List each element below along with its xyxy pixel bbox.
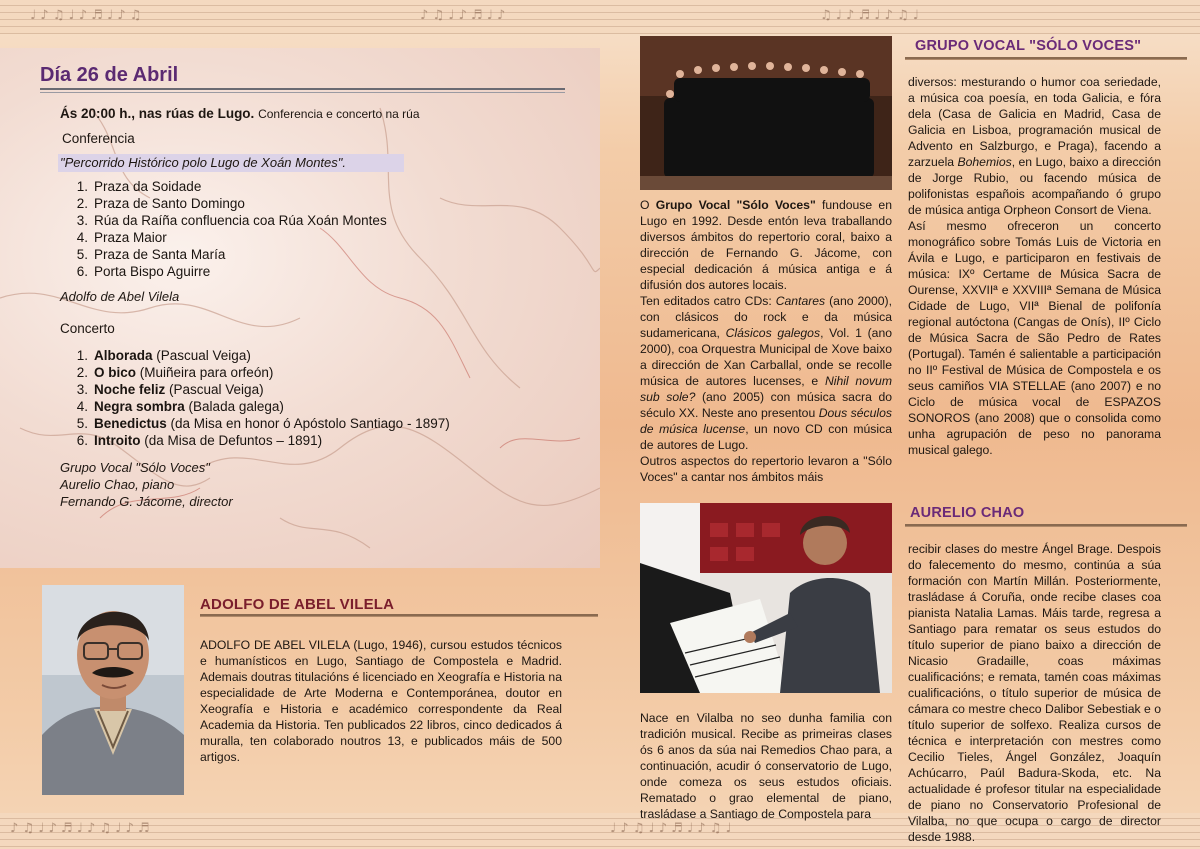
- grupo-text-right: diversos: mesturando o humor coa seriedade, a música coa poesía, en toda Galicia, e fóra dela (Casa de Galicia en Madrid, Casa de Galicia en Lisboa, programación musical de Advento en Salzburgo, e Praga), facendo a zarzuela Bohemios, en Lugo, baixo a dirección de Jorge Rubio, ou facendo música de polifonistas españois acompañando ó grupo de música antiga Orpheon Consort de Viena. Así mesmo ofreceron un concerto monográfico sobre Tomás Luis de Victoria en Ávila e Lugo, e participaron en festivais de música: IXº Certame de Música Sacra de Ourense, XXVIIª e XXVIIIª Semana de Música Cidade de Lugo, VIIª Bienal de polifonía regional autóctona (Cangas de Onís), IIº Ciclo de Música Sacra de São Pedro de Rates (Portugal). Tamén é salientable a participación no IIº Festival de Música de Compostela e os seus camiños VIA STELLAE (ano 2007) e no Ciclo de música vocal de ESPAZOS SONOROS (ano 2008) que o consolida como unha agrupación de peso no panorama musical galego.: [908, 75, 1161, 457]
- conference-label: Conferencia: [62, 131, 135, 146]
- performer-line: Aurelio Chao, piano: [60, 477, 175, 492]
- portrait-photo-adolfo: [42, 585, 184, 795]
- grupo-text-left: O Grupo Vocal "Sólo Voces" fundouse en Lugo en 1992. Desde entón leva traballando diversos ámbitos do repertorio coral, baixo a dirección de Fernando G. Jácome, con especial dedicación á música antiga e á difusión dos autores locais. Ten editados catro CDs: Cantares (ano 2000), con clásicos do rock e da música sudamericana, Clásicos galegos, Vol. 1 (ano 2000), coa Orquestra Municipal de Xove baixo a dirección de Xan Carballal, onde se recolle música de autores lucenses, e Nihil novum sub sole? (ano 2005) con música sacra do século XX. Neste ano presentou Dous séculos de música lucense, un novo CD con música de autores de Lugo. Outros aspectos do repertorio levaron a "Sólo Voces" a cantar nos ámbitos máis: [640, 198, 893, 484]
- route-item: 2. Praza de Santo Domingo: [76, 196, 245, 211]
- performer-line: Fernando G. Jácome, director: [60, 494, 233, 509]
- choir-photo: [640, 36, 892, 190]
- concert-list: [66, 347, 450, 449]
- conference-speaker: Adolfo de Abel Vilela: [60, 289, 180, 304]
- concert-item: 5. Benedictus (da Misa en honor ó Apóstolo Santiago - 1897): [76, 416, 450, 431]
- performer-line: Grupo Vocal "Sólo Voces": [60, 460, 210, 475]
- aurelio-text-right: recibir clases do mestre Ángel Brage. Despois do falecemento do mesmo, continúa a súa formación con Martín Millán. Posteriormente, trasládase á Coruña, onde recibe clases coa pianista Natalia Lamas. Máis tarde, regresa a Santiago para rematar os seus estudos do título superior de piano baixo a dirección de Nicasio Gradaille, coas máximas cualificacións; e remata, tamén coas máximas cualificacións, o título superior de música de cámara co mestre checo Dalibor Sebestiak e o título superior de solfexo. Realiza cursos de técnica e interpretación con mestres como Cecilio Tieles, Ángel González, Joaquín Achúcarro, Paúl Badura-Skoda, etc. Na actualidade é profesor titular na especialidade de piano no Conservatorio Profesional de Vilalba, no que ocupa o cargo de director desde 1988.: [908, 542, 1161, 844]
- concert-item: 6. Introito (da Misa de Defuntos – 1891): [76, 433, 323, 448]
- conference-title: "Percorrido Histórico polo Lugo de Xoán Montes".: [60, 155, 346, 170]
- route-list: [66, 178, 387, 280]
- time-line: [60, 106, 420, 121]
- concert-item: 3. Noche feliz (Pascual Veiga): [76, 382, 264, 397]
- heading-rule: [905, 524, 1187, 527]
- concert-item: 2. O bico (Muiñeira para orfeón): [76, 365, 274, 380]
- route-item: 4. Praza Maior: [76, 230, 167, 245]
- time-line-sub: Conferencia e concerto na rúa: [258, 107, 420, 121]
- pianist-photo: [640, 503, 892, 693]
- time-line-main: Ás 20:00 h., nas rúas de Lugo.: [60, 106, 255, 121]
- aurelio-text-left: Nace en Vilalba no seo dunha familia con tradición musical. Recibe as primeiras clases ós 6 anos da súa nai Remedios Chao para, a continuación, acudir ó conservatorio de Lugo, onde comeza os seus estudos oficiais. Rematado o grao elemental de piano, trasládase a Santiago de Compostela para: [640, 711, 892, 821]
- music-notation: ♪ ♫ ♩ ♪ ♬ ♩ ♪: [420, 8, 506, 23]
- route-item: 1. Praza da Soidade: [76, 179, 202, 194]
- route-item: 6. Porta Bispo Aguirre: [76, 264, 211, 279]
- aurelio-heading: AURELIO CHAO: [910, 505, 1025, 521]
- music-notation: ♩ ♪ ♫ ♩ ♪ ♬ ♩ ♪ ♫: [30, 8, 142, 23]
- day-title: Día 26 de Abril: [40, 64, 179, 86]
- concert-item: 1. Alborada (Pascual Veiga): [76, 348, 251, 363]
- concert-item: 4. Negra sombra (Balada galega): [76, 399, 284, 414]
- music-notation: ♪ ♫ ♩ ♪ ♬ ♩ ♪ ♫ ♩ ♪ ♬: [10, 821, 150, 836]
- route-item: 5. Praza de Santa María: [76, 247, 226, 262]
- sheet-music-band-top: [0, 0, 1200, 34]
- adolfo-heading: ADOLFO DE ABEL VILELA: [200, 596, 395, 613]
- heading-rule: [905, 57, 1187, 60]
- route-item: 3. Rúa da Raíña confluencia coa Rúa Xoán Montes: [76, 213, 387, 228]
- concert-label: Concerto: [60, 321, 115, 336]
- music-notation: ♩ ♪ ♫ ♩ ♪ ♬ ♩ ♪ ♫ ♩: [610, 821, 732, 836]
- title-rule: [40, 88, 565, 93]
- heading-rule: [200, 614, 598, 617]
- music-notation: ♫ ♩ ♪ ♬ ♩ ♪ ♫ ♩: [820, 8, 919, 23]
- adolfo-bio: ADOLFO DE ABEL VILELA (Lugo, 1946), cursou estudos técnicos e humanísticos en Lugo, Santiago de Compostela e Madrid. Ademais doutras titulacións é licenciado en Xeografía e Historia na especialidade de Arte Moderna e Contemporánea, doutor en Xeografía e Historia e académico correspondente da Real Academia da Historia. Ten publicados 22 libros, cinco dedicados á muralla, ten colaborado noutros 13, e publicados máis de 500 artigos.: [200, 638, 562, 764]
- grupo-heading: GRUPO VOCAL "SÓLO VOCES": [915, 38, 1142, 54]
